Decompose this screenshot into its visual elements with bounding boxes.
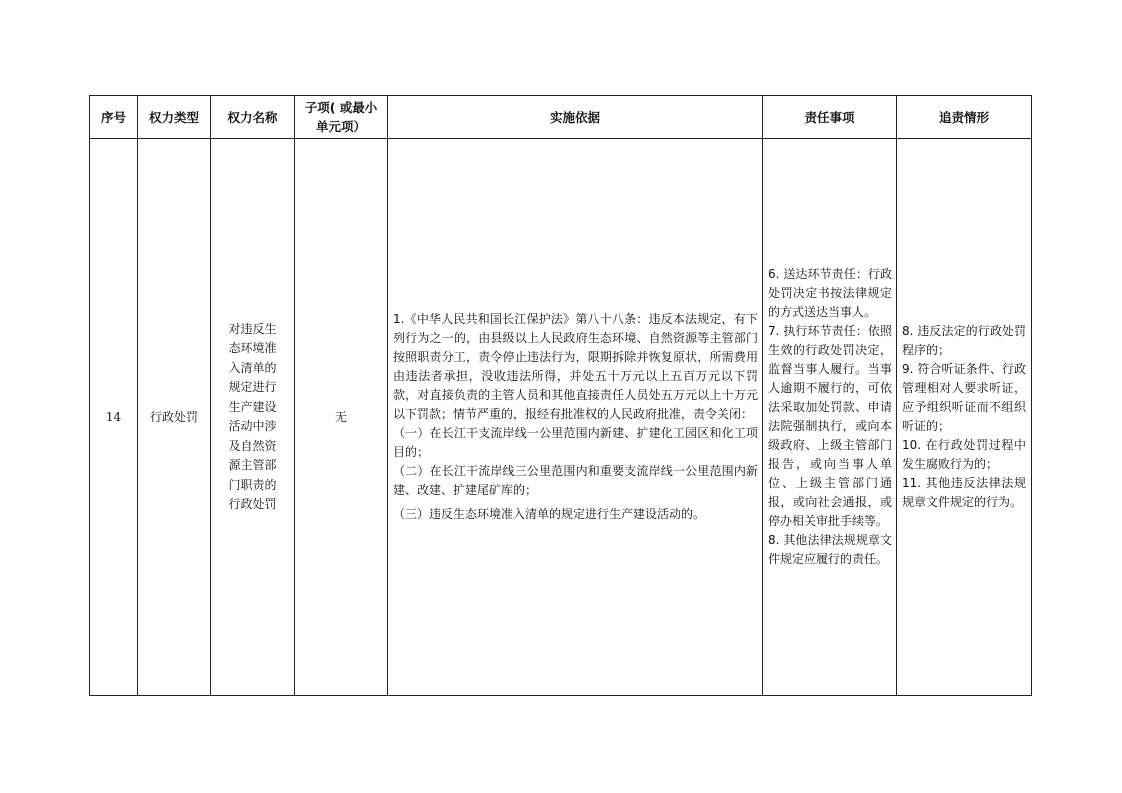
basis-paragraph-item3: （三）违反生态环境准入清单的规定进行生产建设活动的。 [393, 507, 706, 521]
cell-power-type: 行政处罚 [138, 139, 211, 696]
cell-power-name [211, 139, 295, 696]
header-basis: 实施依据 [388, 96, 763, 139]
header-sub-item-label: 子项( 或最小单元项） [304, 99, 378, 134]
cell-basis [388, 139, 763, 696]
cell-accountability [897, 139, 1032, 696]
power-list-table [89, 95, 1032, 696]
basis-paragraph-main: 1.《中华人民共和国长江保护法》第八十八条：违反本法规定，有下列行为之一的，由县级以上人民政府生态环境、自然资源等主管部门按照职责分工，责令停止违法行为，限期拆除并恢复原状，所需费用由违法者承担，没收违法所得，并处五十万元以上五百万元以下罚款，对直接负责的主管人员和其他直接责任人员处五万元以上十万元以下罚款；情节严重的，报经有批准权的人民政府批准，责令关闭： （一）在长江干支流岸线一公里范围内新建、扩建化工园区和化工项目的； （二）在长江干流岸线三公里范围内和重要支流岸线一公里范围内新建、改建、扩建尾矿库的； [393, 312, 758, 497]
accountability-item-10: 10. 在行政处罚过程中发生腐败行为的； [902, 438, 1026, 471]
table-row [90, 139, 1032, 696]
responsibility-item-6: 6. 送达环节责任：行政处罚决定书按法律规定的方式送达当事人。 [768, 267, 892, 319]
header-accountability: 追责情形 [897, 96, 1032, 139]
accountability-item-9: 9. 符合听证条件、行政管理相对人要求听证，应予组织听证而不组织听证的； [902, 362, 1026, 433]
table-header-row [90, 96, 1032, 139]
accountability-item-11: 11. 其他违反法律法规规章文件规定的行为。 [902, 476, 1026, 509]
cell-responsibility [763, 139, 897, 696]
header-power-name: 权力名称 [211, 96, 295, 139]
header-power-type: 权力类型 [138, 96, 211, 139]
accountability-item-8: 8. 违反法定的行政处罚程序的； [902, 324, 1026, 357]
cell-seq: 14 [90, 139, 138, 696]
header-sub-item [295, 96, 388, 139]
header-responsibility: 责任事项 [763, 96, 897, 139]
header-seq: 序号 [90, 96, 138, 139]
cell-sub-item: 无 [295, 139, 388, 696]
responsibility-item-7: 7. 执行环节责任：依照生效的行政处罚决定，监督当事人履行。当事人逾期不履行的，可依法采取加处罚款、申请法院强制执行，或向本级政府、上级主管部门报告，或向当事人单位、上级主管部门通报，或向社会通报，或停办相关审批手续等。 [768, 324, 892, 528]
power-name-text: 对违反生态环境准入清单的规定进行生产建设活动中涉及自然资源主管部门职责的行政处罚 [228, 321, 277, 511]
responsibility-item-8: 8. 其他法律法规规章文件规定应履行的责任。 [768, 533, 892, 566]
